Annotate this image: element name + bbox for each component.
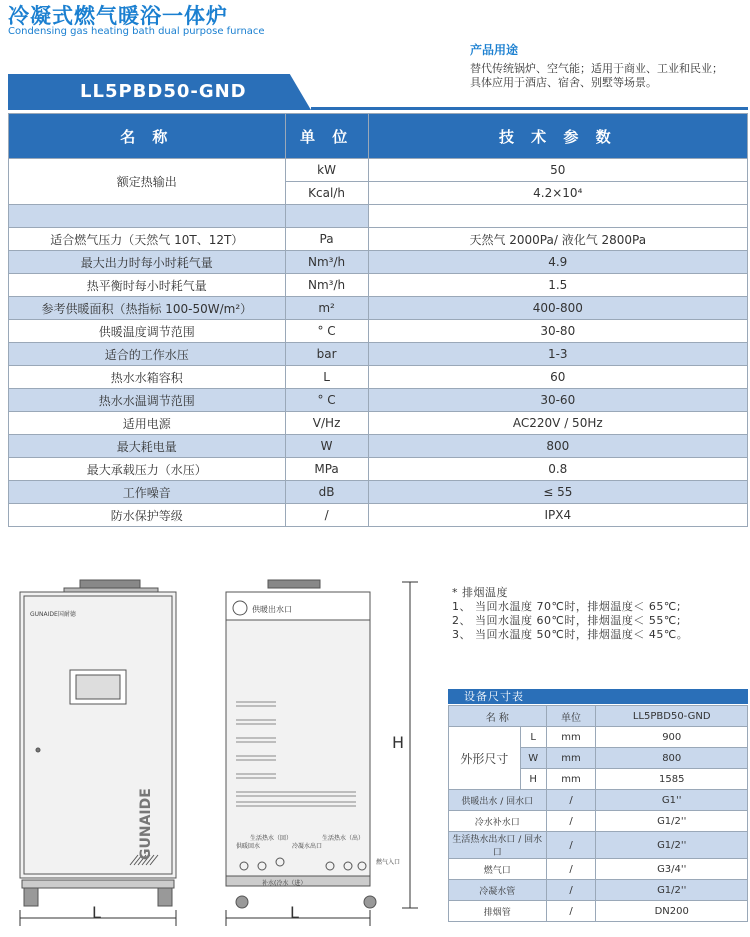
spec-cell-value: 0.8 — [368, 458, 747, 481]
spec-cell-unit: m² — [285, 297, 368, 320]
usage-line: 具体应用于酒店、宿舍、别墅等场景。 — [470, 76, 657, 89]
label-makeup: 补水(冷水（进） — [262, 880, 307, 887]
table-row — [9, 412, 748, 435]
size-cell-name: 生活热水出水口 / 回水口 — [449, 832, 547, 859]
table-row — [9, 504, 748, 527]
table-row — [9, 435, 748, 458]
table-row — [449, 790, 748, 811]
table-row — [9, 481, 748, 504]
usage-line: 替代传统锅炉、空气能；适用于商业、工业和民业； — [470, 62, 723, 75]
spec-cell-name: 热平衡时每小时耗气量 — [9, 274, 286, 297]
usage-text — [470, 62, 748, 90]
front-wheel-right — [158, 888, 172, 906]
spec-cell-value: 1-3 — [368, 343, 747, 366]
side-wheel-right — [364, 896, 376, 908]
spec-cell-unit: V/Hz — [285, 412, 368, 435]
dim-value: 800 — [596, 748, 748, 769]
spec-cell-value: 天然气 2000Pa/ 液化气 2800Pa — [368, 228, 747, 251]
rated-heat-name: 额定热输出 — [9, 159, 286, 205]
table-row — [449, 811, 748, 832]
spec-cell-name: 最大出力时每小时耗气量 — [9, 251, 286, 274]
spec-cell-name: 热水水温调节范围 — [9, 389, 286, 412]
side-view — [226, 580, 418, 926]
spec-cell-value: 4.9 — [368, 251, 747, 274]
table-row — [449, 859, 748, 880]
table-row — [9, 366, 748, 389]
spec-cell-value: AC220V / 50Hz — [368, 412, 747, 435]
exhaust-notes — [452, 586, 688, 642]
label-gas-in: 燃气入口 — [376, 859, 401, 866]
model-label: LL5PBD50-GND — [80, 81, 247, 102]
dim-value: 1585 — [596, 769, 748, 790]
spec-table — [8, 113, 748, 527]
door-handle — [36, 748, 40, 752]
table-row — [9, 274, 748, 297]
spec-cell-unit: L — [285, 366, 368, 389]
base-plinth — [22, 880, 174, 888]
rated-heat-unit1: kW — [285, 159, 368, 182]
size-cell-unit: / — [546, 790, 596, 811]
spec-cell-value: 800 — [368, 435, 747, 458]
spec-cell-unit: Nm³/h — [285, 251, 368, 274]
spec-cell-name: 最大承载压力（水压） — [9, 458, 286, 481]
size-header-name: 名 称 — [449, 706, 547, 727]
size-table — [448, 705, 748, 922]
table-row — [9, 320, 748, 343]
rated-heat-val1: 50 — [368, 159, 747, 182]
spec-header-row — [9, 114, 748, 159]
rated-heat-unit2: Kcal/h — [285, 182, 368, 205]
spec-cell-name: 参考供暖面积（热指标 100-50W/m²） — [9, 297, 286, 320]
spec-header-name: 名 称 — [9, 114, 286, 159]
dim-axis: L — [520, 727, 546, 748]
front-wheel-left — [24, 888, 38, 906]
table-row — [9, 159, 748, 182]
dim-axis: W — [520, 748, 546, 769]
top-cap — [64, 588, 158, 592]
spec-cell-value: 30-80 — [368, 320, 747, 343]
top-flue — [80, 580, 140, 588]
spec-cell-name: 工作噪音 — [9, 481, 286, 504]
spec-cell-unit: Pa — [285, 228, 368, 251]
dim-unit: mm — [546, 727, 596, 748]
size-cell-name: 冷水补水口 — [449, 811, 547, 832]
size-header-value: LL5PBD50-GND — [596, 706, 748, 727]
size-cell-unit: / — [546, 880, 596, 901]
brand-small: GUNAIDE国耐德 — [30, 611, 76, 618]
size-cell-value: G1/2'' — [596, 832, 748, 859]
banner-rule — [311, 107, 748, 110]
table-row — [9, 458, 748, 481]
spec-cell-value: IPX4 — [368, 504, 747, 527]
notes-line: 2、 当回水温度 60℃时，排烟温度＜ 55℃; — [452, 614, 681, 627]
table-row — [9, 251, 748, 274]
rated-heat-val2: 4.2×10⁴ — [368, 182, 747, 205]
size-cell-unit: / — [546, 811, 596, 832]
size-header-unit: 单位 — [546, 706, 596, 727]
size-cell-name: 供暖出水 / 回水口 — [449, 790, 547, 811]
spec-cell-name: 适合燃气压力（天然气 10T、12T） — [9, 228, 286, 251]
spec-cell-name: 适合的工作水压 — [9, 343, 286, 366]
side-top-panel — [226, 592, 370, 620]
display-screen — [76, 675, 120, 699]
spec-cell-name: 最大耗电量 — [9, 435, 286, 458]
label-condensate-out: 冷凝水出口 — [292, 843, 323, 850]
spec-cell-name: 适用电源 — [9, 412, 286, 435]
usage-title: 产品用途 — [470, 43, 519, 57]
dim-value: 900 — [596, 727, 748, 748]
page-title: 冷凝式燃气暖浴一体炉 — [8, 4, 228, 28]
table-row — [9, 389, 748, 412]
spec-cell-unit: bar — [285, 343, 368, 366]
spec-header-unit: 单 位 — [285, 114, 368, 159]
page-subtitle: Condensing gas heating bath dual purpose furnace — [8, 26, 265, 37]
spec-cell-unit: / — [285, 504, 368, 527]
table-row — [9, 228, 748, 251]
spec-cell-value: 400-800 — [368, 297, 747, 320]
size-cell-value: G3/4'' — [596, 859, 748, 880]
spec-rows — [9, 228, 748, 527]
spec-cell-unit: ° C — [285, 389, 368, 412]
spec-cell-value: 60 — [368, 366, 747, 389]
size-table-title: 设备尺寸表 — [448, 689, 748, 704]
dim-unit: mm — [546, 748, 596, 769]
side-wheel-left — [236, 896, 248, 908]
size-cell-unit: / — [546, 901, 596, 922]
spec-cell-name: 热水水箱容积 — [9, 366, 286, 389]
label-heating-return: 供暖回水 — [236, 843, 261, 850]
table-row — [449, 880, 748, 901]
dim-unit: mm — [546, 769, 596, 790]
label-hot-out: 生活热水（出） — [322, 835, 365, 842]
spec-cell-unit: ° C — [285, 320, 368, 343]
spec-cell-unit: Nm³/h — [285, 274, 368, 297]
table-row — [449, 727, 748, 748]
size-cell-value: G1/2'' — [596, 811, 748, 832]
notes-title: * 排烟温度 — [452, 586, 508, 599]
label-heating-out: 供暖出水口 — [252, 605, 292, 614]
size-rows — [449, 790, 748, 922]
size-cell-value: G1'' — [596, 790, 748, 811]
table-row-spacer — [9, 205, 748, 228]
spec-header-value: 技 术 参 数 — [368, 114, 747, 159]
spec-cell-unit: W — [285, 435, 368, 458]
size-header-row — [449, 706, 748, 727]
brand-vertical: GUNAIDE — [138, 788, 154, 860]
spec-cell-value: 30-60 — [368, 389, 747, 412]
size-cell-name: 排烟管 — [449, 901, 547, 922]
spec-cell-name: 供暖温度调节范围 — [9, 320, 286, 343]
table-row — [449, 901, 748, 922]
notes-line: 3、 当回水温度 50℃时，排烟温度＜ 45℃。 — [452, 628, 689, 641]
spec-cell-value: 1.5 — [368, 274, 747, 297]
spec-cell-unit: dB — [285, 481, 368, 504]
table-row — [9, 297, 748, 320]
table-row — [449, 832, 748, 859]
side-flue — [268, 580, 320, 588]
product-drawings — [0, 570, 445, 937]
size-cell-name: 燃气口 — [449, 859, 547, 880]
dim-L-front: L — [92, 903, 101, 922]
spec-cell-value: ≤ 55 — [368, 481, 747, 504]
outer-size-label: 外形尺寸 — [449, 727, 521, 790]
spec-cell-name: 防水保护等级 — [9, 504, 286, 527]
size-cell-name: 冷凝水管 — [449, 880, 547, 901]
table-row — [9, 343, 748, 366]
dim-axis: H — [520, 769, 546, 790]
label-hot-return: 生活热水（回） — [250, 835, 293, 842]
spec-cell-unit: MPa — [285, 458, 368, 481]
dim-H: H — [392, 733, 405, 752]
dim-L-side: L — [290, 903, 299, 922]
size-cell-value: G1/2'' — [596, 880, 748, 901]
size-cell-unit: / — [546, 832, 596, 859]
size-cell-value: DN200 — [596, 901, 748, 922]
notes-line: 1、 当回水温度 70℃时，排烟温度＜ 65℃; — [452, 600, 681, 613]
size-cell-unit: / — [546, 859, 596, 880]
front-view — [20, 580, 176, 926]
